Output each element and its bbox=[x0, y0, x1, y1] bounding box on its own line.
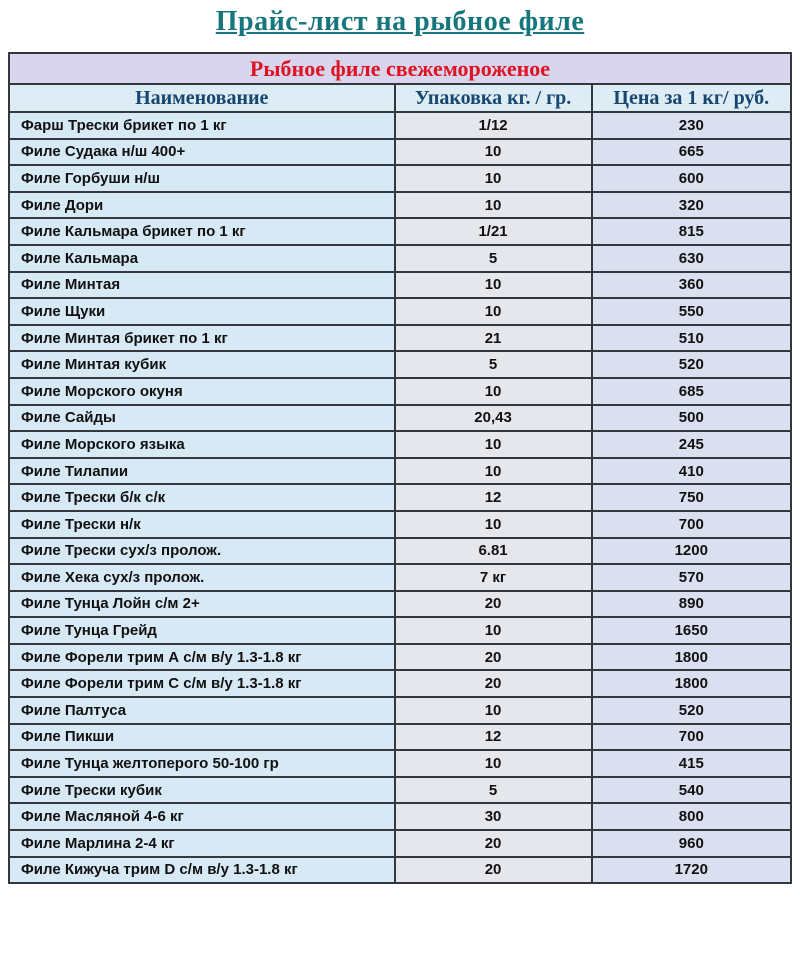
item-name-cell: Филе Масляной 4-6 кг bbox=[9, 803, 395, 830]
price-cell: 520 bbox=[592, 351, 791, 378]
price-cell: 360 bbox=[592, 272, 791, 299]
item-name-cell: Филе Палтуса bbox=[9, 697, 395, 724]
packaging-cell: 10 bbox=[395, 750, 592, 777]
table-row bbox=[9, 724, 791, 751]
table-row bbox=[9, 139, 791, 166]
packaging-cell: 6.81 bbox=[395, 538, 592, 565]
table-row bbox=[9, 218, 791, 245]
table-row bbox=[9, 405, 791, 432]
packaging-cell: 12 bbox=[395, 724, 592, 751]
packaging-cell: 5 bbox=[395, 245, 592, 272]
item-name-cell: Филе Тунца Лойн с/м 2+ bbox=[9, 591, 395, 618]
price-cell: 245 bbox=[592, 431, 791, 458]
table-row bbox=[9, 803, 791, 830]
column-header-packaging: Упаковка кг. / гр. bbox=[395, 84, 592, 112]
item-name-cell: Филе Минтая bbox=[9, 272, 395, 299]
item-name-cell: Филе Трески сух/з пролож. bbox=[9, 538, 395, 565]
table-row bbox=[9, 298, 791, 325]
price-cell: 1800 bbox=[592, 670, 791, 697]
packaging-cell: 20 bbox=[395, 670, 592, 697]
table-row bbox=[9, 484, 791, 511]
table-row bbox=[9, 458, 791, 485]
table-row bbox=[9, 351, 791, 378]
table-row bbox=[9, 245, 791, 272]
item-name-cell: Филе Хека сух/з пролож. bbox=[9, 564, 395, 591]
packaging-cell: 10 bbox=[395, 458, 592, 485]
item-name-cell: Филе Сайды bbox=[9, 405, 395, 432]
price-cell: 1720 bbox=[592, 857, 791, 884]
item-name-cell: Филе Минтая кубик bbox=[9, 351, 395, 378]
table-row bbox=[9, 112, 791, 139]
packaging-cell: 20 bbox=[395, 644, 592, 671]
item-name-cell: Филе Трески кубик bbox=[9, 777, 395, 804]
price-cell: 415 bbox=[592, 750, 791, 777]
price-cell: 600 bbox=[592, 165, 791, 192]
packaging-cell: 10 bbox=[395, 431, 592, 458]
table-row bbox=[9, 697, 791, 724]
table-row bbox=[9, 777, 791, 804]
price-cell: 500 bbox=[592, 405, 791, 432]
packaging-cell: 5 bbox=[395, 351, 592, 378]
packaging-cell: 30 bbox=[395, 803, 592, 830]
item-name-cell: Филе Щуки bbox=[9, 298, 395, 325]
item-name-cell: Филе Марлина 2-4 кг bbox=[9, 830, 395, 857]
price-cell: 520 bbox=[592, 697, 791, 724]
item-name-cell: Филе Трески б/к с/к bbox=[9, 484, 395, 511]
packaging-cell: 10 bbox=[395, 378, 592, 405]
table-row bbox=[9, 670, 791, 697]
price-cell: 630 bbox=[592, 245, 791, 272]
price-cell: 685 bbox=[592, 378, 791, 405]
table-row bbox=[9, 272, 791, 299]
table-row bbox=[9, 165, 791, 192]
price-list-table bbox=[8, 52, 792, 884]
packaging-cell: 10 bbox=[395, 617, 592, 644]
packaging-cell: 10 bbox=[395, 697, 592, 724]
table-banner: Рыбное филе свежемороженое bbox=[9, 53, 791, 84]
column-header-price: Цена за 1 кг/ руб. bbox=[592, 84, 791, 112]
item-name-cell: Филе Тунца желтоперого 50-100 гр bbox=[9, 750, 395, 777]
packaging-cell: 20 bbox=[395, 591, 592, 618]
packaging-cell: 10 bbox=[395, 511, 592, 538]
price-cell: 700 bbox=[592, 511, 791, 538]
page-title: Прайс-лист на рыбное филе bbox=[215, 6, 585, 37]
item-name-cell: Филе Морского языка bbox=[9, 431, 395, 458]
item-name-cell: Филе Трески н/к bbox=[9, 511, 395, 538]
packaging-cell: 7 кг bbox=[395, 564, 592, 591]
packaging-cell: 10 bbox=[395, 272, 592, 299]
price-cell: 665 bbox=[592, 139, 791, 166]
table-row bbox=[9, 564, 791, 591]
price-cell: 700 bbox=[592, 724, 791, 751]
item-name-cell: Филе Судака н/ш 400+ bbox=[9, 139, 395, 166]
table-row bbox=[9, 511, 791, 538]
packaging-cell: 21 bbox=[395, 325, 592, 352]
item-name-cell: Филе Пикши bbox=[9, 724, 395, 751]
item-name-cell: Филе Дори bbox=[9, 192, 395, 219]
column-header-name: Наименование bbox=[9, 84, 395, 112]
price-cell: 1200 bbox=[592, 538, 791, 565]
item-name-cell: Филе Морского окуня bbox=[9, 378, 395, 405]
table-row bbox=[9, 591, 791, 618]
price-cell: 960 bbox=[592, 830, 791, 857]
price-cell: 510 bbox=[592, 325, 791, 352]
item-name-cell: Филе Кижуча трим D с/м в/у 1.3-1.8 кг bbox=[9, 857, 395, 884]
item-name-cell: Филе Кальмара брикет по 1 кг bbox=[9, 218, 395, 245]
table-row bbox=[9, 538, 791, 565]
table-row bbox=[9, 857, 791, 884]
packaging-cell: 10 bbox=[395, 165, 592, 192]
price-cell: 540 bbox=[592, 777, 791, 804]
table-row bbox=[9, 325, 791, 352]
table-row bbox=[9, 750, 791, 777]
packaging-cell: 12 bbox=[395, 484, 592, 511]
table-row bbox=[9, 378, 791, 405]
table-header-row bbox=[9, 84, 791, 112]
table-row bbox=[9, 192, 791, 219]
table-banner-row bbox=[9, 53, 791, 84]
packaging-cell: 1/12 bbox=[395, 112, 592, 139]
item-name-cell: Филе Минтая брикет по 1 кг bbox=[9, 325, 395, 352]
price-cell: 320 bbox=[592, 192, 791, 219]
price-cell: 815 bbox=[592, 218, 791, 245]
packaging-cell: 10 bbox=[395, 298, 592, 325]
price-table-body bbox=[9, 112, 791, 883]
price-cell: 410 bbox=[592, 458, 791, 485]
table-row bbox=[9, 431, 791, 458]
packaging-cell: 5 bbox=[395, 777, 592, 804]
packaging-cell: 20,43 bbox=[395, 405, 592, 432]
price-cell: 750 bbox=[592, 484, 791, 511]
item-name-cell: Филе Тунца Грейд bbox=[9, 617, 395, 644]
price-cell: 1800 bbox=[592, 644, 791, 671]
item-name-cell: Филе Форели трим С с/м в/у 1.3-1.8 кг bbox=[9, 670, 395, 697]
table-row bbox=[9, 617, 791, 644]
table-row bbox=[9, 830, 791, 857]
packaging-cell: 1/21 bbox=[395, 218, 592, 245]
packaging-cell: 20 bbox=[395, 830, 592, 857]
price-cell: 1650 bbox=[592, 617, 791, 644]
packaging-cell: 10 bbox=[395, 192, 592, 219]
item-name-cell: Филе Тилапии bbox=[9, 458, 395, 485]
item-name-cell: Филе Горбуши н/ш bbox=[9, 165, 395, 192]
packaging-cell: 20 bbox=[395, 857, 592, 884]
price-cell: 800 bbox=[592, 803, 791, 830]
item-name-cell: Фарш Трески брикет по 1 кг bbox=[9, 112, 395, 139]
price-cell: 890 bbox=[592, 591, 791, 618]
table-row bbox=[9, 644, 791, 671]
price-cell: 230 bbox=[592, 112, 791, 139]
packaging-cell: 10 bbox=[395, 139, 592, 166]
item-name-cell: Филе Форели трим А с/м в/у 1.3-1.8 кг bbox=[9, 644, 395, 671]
price-cell: 570 bbox=[592, 564, 791, 591]
price-cell: 550 bbox=[592, 298, 791, 325]
item-name-cell: Филе Кальмара bbox=[9, 245, 395, 272]
